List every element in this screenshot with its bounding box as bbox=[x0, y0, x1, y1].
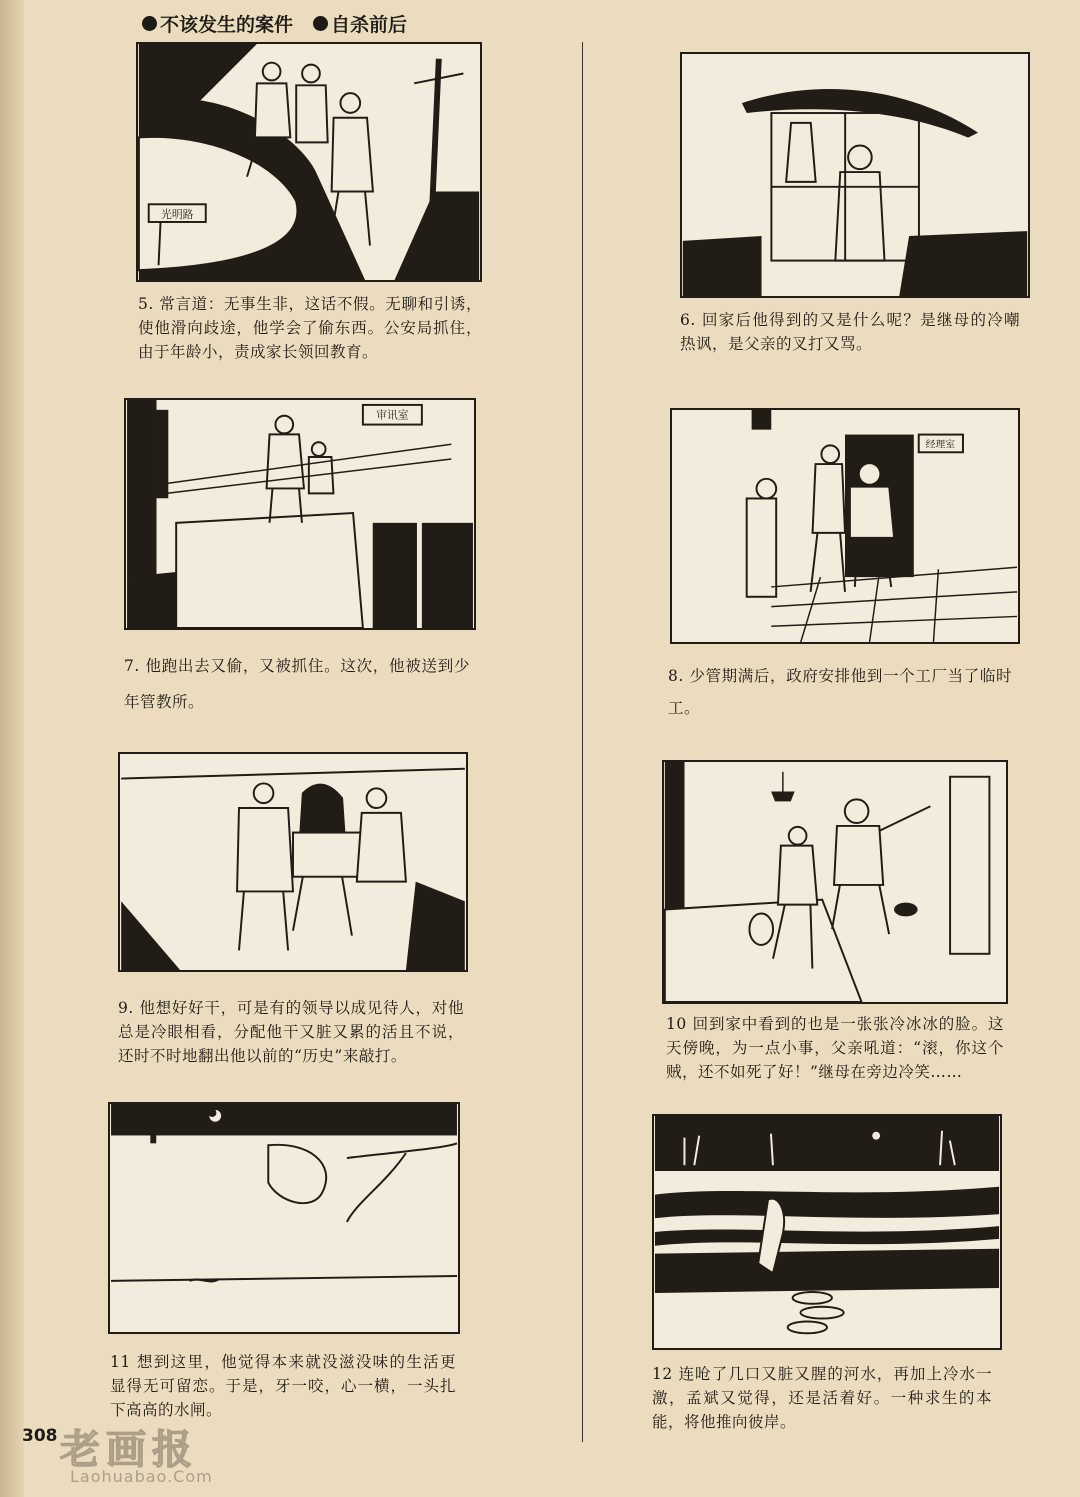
caption-7: 7. 他跑出去又偷，又被抓住。这次，他被送到少年管教所。 bbox=[124, 657, 470, 711]
caption-11: 11 想到这里，他觉得本来就没滋没味的生活更显得无可留恋。于是，牙一咬，心一横，一头扎下高高的水闸。 bbox=[110, 1353, 456, 1419]
header-item-suicide bbox=[313, 10, 407, 37]
caption-6: 6. 回家后他得到的又是什么呢？是继母的冷嘲热讽，是父亲的叉打又骂。 bbox=[680, 311, 1020, 353]
street-sign: 光明路 bbox=[161, 208, 194, 222]
watermark-url: Laohuabao.Com bbox=[70, 1467, 213, 1486]
office-door-scene-illustration bbox=[672, 410, 1018, 642]
column-divider bbox=[582, 42, 583, 1442]
comic-panel-6 bbox=[680, 52, 1030, 298]
door-sign: 审讯室 bbox=[376, 408, 409, 422]
comic-panel-5 bbox=[136, 42, 482, 282]
office-sign: 经理室 bbox=[925, 439, 956, 451]
caption-10: 10 回到家中看到的也是一张张冷冰冰的脸。这天傍晚，为一点小事，父亲吼道：“滚，你这个贼，还不如死了好！”继母在旁边冷笑…… bbox=[666, 1015, 1004, 1081]
river-swim-illustration bbox=[654, 1116, 1000, 1348]
window-scene-illustration bbox=[682, 54, 1028, 296]
caption-12: 12 连呛了几口又脏又腥的河水，再加上冷水一激，孟斌又觉得，还是活着好。一种求生的本能，将他推向彼岸。 bbox=[652, 1365, 992, 1431]
comic-panel-8 bbox=[670, 408, 1020, 644]
caption-9: 9. 他想好好干，可是有的领导以成见待人，对他总是冷眼相看，分配他干又脏又累的活且不说，还时不时地翻出他以前的“历史”来敲打。 bbox=[118, 999, 464, 1065]
home-scene-illustration bbox=[664, 762, 1006, 1002]
comic-panel-10 bbox=[662, 760, 1008, 1004]
watermark-logo: 老画报 bbox=[60, 1427, 198, 1473]
bullet-icon bbox=[313, 16, 328, 31]
page-header bbox=[142, 10, 407, 36]
caption-8: 8. 少管期满后，政府安排他到一个工厂当了临时工。 bbox=[668, 667, 1012, 717]
bullet-icon bbox=[142, 16, 157, 31]
header-item-case bbox=[142, 10, 293, 37]
header-text-suicide: 自杀前后 bbox=[331, 13, 408, 36]
comic-panel-11 bbox=[108, 1102, 460, 1334]
header-text-case: 不该发生的案件 bbox=[160, 13, 294, 36]
page-edge bbox=[0, 0, 24, 1497]
comic-panel-9 bbox=[118, 752, 468, 972]
floodgate-night-illustration bbox=[110, 1104, 458, 1332]
comic-panel-12 bbox=[652, 1114, 1002, 1350]
corridor-scene-illustration bbox=[126, 400, 474, 628]
comic-panel-7 bbox=[124, 398, 476, 630]
caption-5: 5. 常言道：无事生非，这话不假。无聊和引诱，使他滑向歧途，他学会了偷东西。公安局抓住，由于年龄小，责成家长领回教育。 bbox=[138, 295, 482, 361]
page-number: 308 bbox=[22, 1426, 58, 1446]
workshop-scene-illustration bbox=[120, 754, 466, 970]
street-scene-illustration bbox=[138, 44, 480, 280]
